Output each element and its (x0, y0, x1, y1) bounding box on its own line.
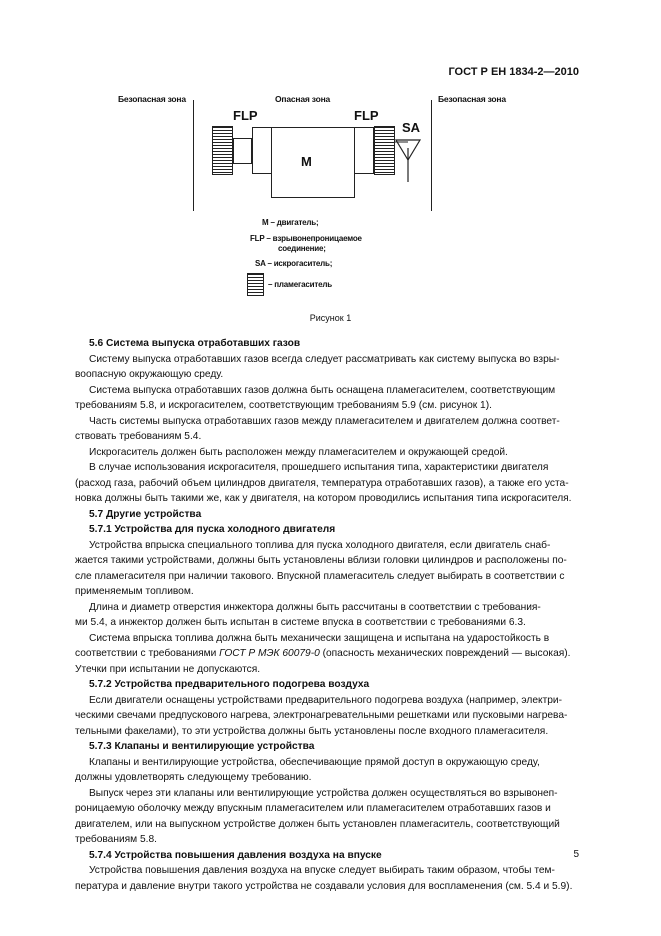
section-5-6: 5.6 Система выпуска отработавших газов (89, 338, 301, 349)
zone-label-center: Опасная зона (275, 94, 331, 104)
paragraph: ми 5.4, а инжектор должен быть испытан в системе впуска в соответствии с требованиями 6.3. (75, 617, 526, 628)
sa-label: SA (402, 120, 421, 135)
flp-label-right: FLP (354, 108, 379, 123)
legend-flame-arrester-icon (247, 273, 264, 296)
paragraph: сле пламегасителя при наличии такового. Впускной пламегаситель следует выбирать в соответствии с (75, 570, 565, 582)
zone-label-left: Безопасная зона (118, 94, 186, 104)
section-5-7-2: 5.7.2 Устройства предварительного подогрева воздуха (89, 679, 370, 690)
legend-sa: SA – искрогаситель; (255, 259, 333, 268)
paragraph: Система впрыска топлива должна быть механически защищена и испытана на ударостойкость в (89, 632, 550, 644)
paragraph: требованиям 5.8, и искрогасителем, соответствующим требованиям 5.9 (см. рисунок 1). (75, 400, 492, 411)
paragraph: соответствии с требованиями ГОСТ Р МЭК 60079-0 (опасность механических повреждений — высокая). (75, 648, 571, 659)
paragraph: применяемым топливом. (75, 586, 194, 597)
paragraph: В случае использования искрогасителя, прошедшего испытания типа, характеристики двигателя (89, 462, 549, 473)
flame-arrester-left (212, 126, 233, 175)
engine-box (271, 127, 355, 198)
flp-joint-right (354, 127, 374, 174)
paragraph: ствовать требованиям 5.4. (75, 431, 202, 442)
paragraph: тельными факелами), то эти устройства должны быть установлены после входного пламегасителя. (75, 725, 549, 737)
paragraph: Выпуск через эти клапаны или вентилирующие устройства должен осуществляться во взрывонеп- (89, 787, 558, 799)
standard-number: ГОСТ Р ЕН 1834-2—2010 (448, 66, 579, 78)
body-text (75, 336, 585, 894)
page-number: 5 (573, 849, 579, 860)
paragraph: должны удовлетворять следующему требованию. (75, 772, 312, 783)
paragraph: Система выпуска отработавших газов должна быть оснащена пламегасителем, соответствующим (89, 384, 556, 396)
zone-boundary-left (193, 100, 194, 211)
standard-reference: ГОСТ Р МЭК 60079-0 (219, 648, 320, 659)
legend-flp-2: соединение; (278, 244, 326, 253)
paragraph: Утечки при испытании не допускаются. (75, 663, 261, 675)
section-5-7-1: 5.7.1 Устройства для пуска холодного двигателя (89, 524, 336, 535)
section-5-7-4: 5.7.4 Устройства повышения давления воздуха на впуске (89, 849, 382, 861)
paragraph: Устройства повышения давления воздуха на впуске следует выбирать таким образом, чтобы тем- (89, 865, 555, 876)
section-5-7: 5.7 Другие устройства (89, 508, 202, 520)
paragraph: Устройства впрыска специального топлива для пуска холодного двигателя, если двигатель снаб- (89, 539, 551, 551)
paragraph: ческими свечами предпускового нагрева, электронагревательными решетками или пусковыми нагрева- (75, 710, 568, 721)
flp-label-left: FLP (233, 108, 258, 123)
section-5-7-3: 5.7.3 Клапаны и вентилирующие устройства (89, 741, 315, 752)
paragraph: Длина и диаметр отверстия инжектора должны быть рассчитаны в соответствии с требования- (89, 601, 541, 613)
paragraph: новка должны быть такими же, как у двигателя, на котором проводились испытания типа искрогасителя. (75, 493, 572, 504)
spark-arrester-icon (392, 134, 424, 184)
legend-m: M – двигатель; (262, 218, 319, 227)
engine-label: M (301, 154, 312, 169)
legend-flp-1: FLP – взрывонепроницаемое (250, 234, 362, 243)
pipe-left (233, 138, 252, 164)
paragraph: Искрогаситель должен быть расположен между пламегасителем и окружающей средой. (89, 446, 508, 458)
zone-boundary-right (431, 100, 432, 211)
zone-label-right: Безопасная зона (438, 94, 506, 104)
figure-caption: Рисунок 1 (309, 313, 352, 323)
paragraph: (расход газа, рабочий объем цилиндров двигателя, температура отработавших газов), а также его уста- (75, 477, 569, 489)
figure-1 (0, 0, 661, 330)
paragraph: Систему выпуска отработавших газов всегда следует рассматривать как систему выпуска во взры- (89, 353, 560, 365)
paragraph: Часть системы выпуска отработавших газов между пламегасителем и двигателем должна соответ- (89, 415, 560, 427)
paragraph: Клапаны и вентилирующие устройства, обеспечивающие прямой доступ в окружающую среду, (89, 756, 540, 768)
paragraph: Если двигатели оснащены устройствами предварительного подогрева воздуха (например, электри- (89, 694, 562, 706)
paragraph: роницаемую оболочку между впускным пламегасителем или пламегасителем отработавших газов и (75, 803, 551, 814)
paragraph: жается такими устройствами, должны быть установлены вблизи головки цилиндров и расположены по- (75, 555, 567, 566)
paragraph: воопасную окружающую среду. (75, 369, 224, 380)
paragraph: требованиям 5.8. (75, 834, 158, 845)
paragraph: пература и давление внутри такого устройства не создавали условия для воспламенения (см. 5.4 и 5.9). (75, 880, 573, 892)
paragraph: двигателем, или на выпускном устройстве должен быть установлен пламегаситель, соответствующий (75, 818, 560, 830)
flp-joint-left (252, 127, 272, 174)
legend-hatch: – пламегаситель (268, 280, 332, 289)
